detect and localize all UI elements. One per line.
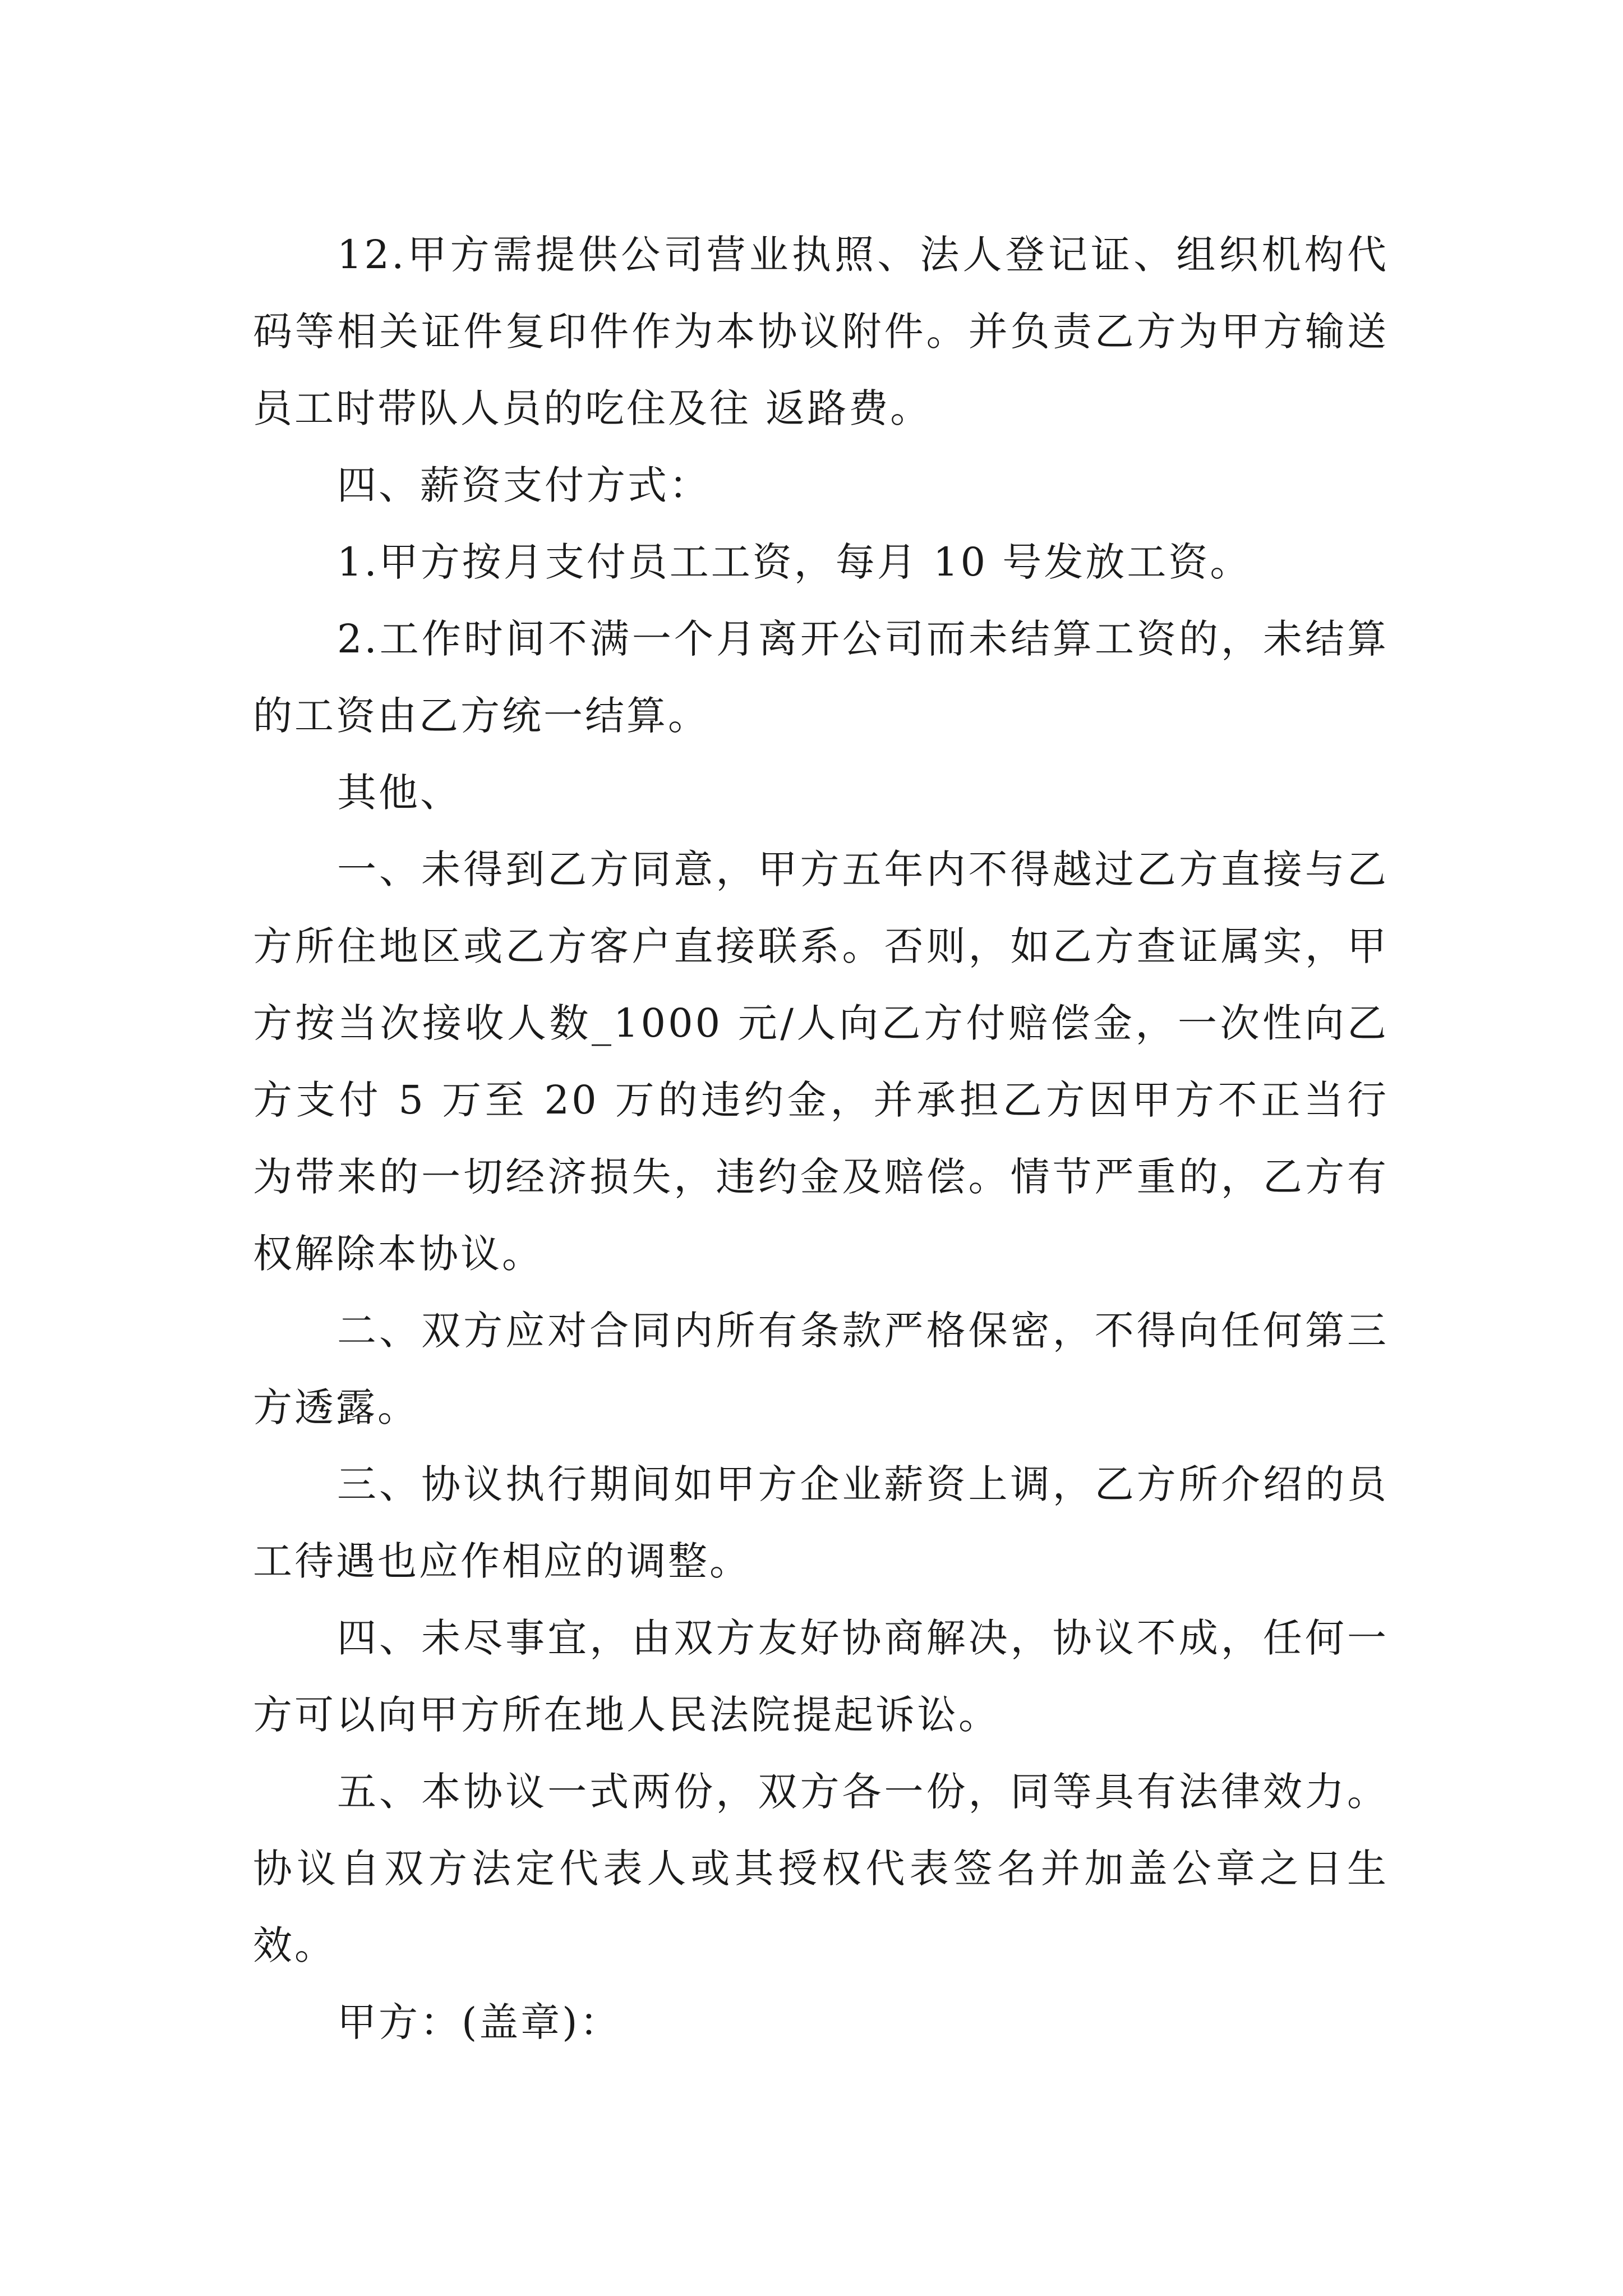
- other-clause-3-paragraph: 三、协议执行期间如甲方企业薪资上调，乙方所介绍的员工待遇也应作相应的调整。: [253, 1461, 1389, 1584]
- section-other-heading: 其他、: [337, 770, 462, 816]
- other-clause-2-paragraph: 二、双方应对合同内所有条款严格保密，不得向任何第三方透露。: [253, 1308, 1389, 1430]
- salary-clause-2-paragraph: 2.工作时间不满一个月离开公司而未结算工资的，未结算的工资由乙方统一结算。: [253, 616, 1389, 739]
- other-clause-5-paragraph: 五、本协议一式两份，双方各一份，同等具有法律效力。协议自双方法定代表人或其授权代表签名并加盖公章之日生效。: [253, 1769, 1389, 1968]
- document-body: [253, 217, 1389, 2061]
- clause-12-paragraph: 12.甲方需提供公司营业执照、法人登记证、组织机构代码等相关证件复印件作为本协议附件。并负责乙方为甲方输送员工时带队人员的吃住及往 返路费。: [253, 232, 1389, 431]
- other-clause-1-paragraph: 一、未得到乙方同意，甲方五年内不得越过乙方直接与乙方所住地区或乙方客户直接联系。否则，如乙方查证属实，甲方按当次接收人数_1000 元/人向乙方付赔偿金，一次性向乙方支付 5 万至 20 万的违约金，并承担乙方因甲方不正当行为带来的一切经济损失，违约金及赔偿。情节严重的，乙方有权解除本协议。: [253, 846, 1389, 1277]
- party-a-signature-line: 甲方：(盖章)：: [337, 1999, 621, 2045]
- section-salary-payment-heading: 四、薪资支付方式：: [337, 462, 711, 508]
- salary-clause-1-paragraph: 1.甲方按月支付员工工资，每月 10 号发放工资。: [337, 539, 1252, 585]
- other-clause-4-paragraph: 四、未尽事宜，由双方友好协商解决，协议不成，任何一方可以向甲方所在地人民法院提起诉讼。: [253, 1615, 1389, 1738]
